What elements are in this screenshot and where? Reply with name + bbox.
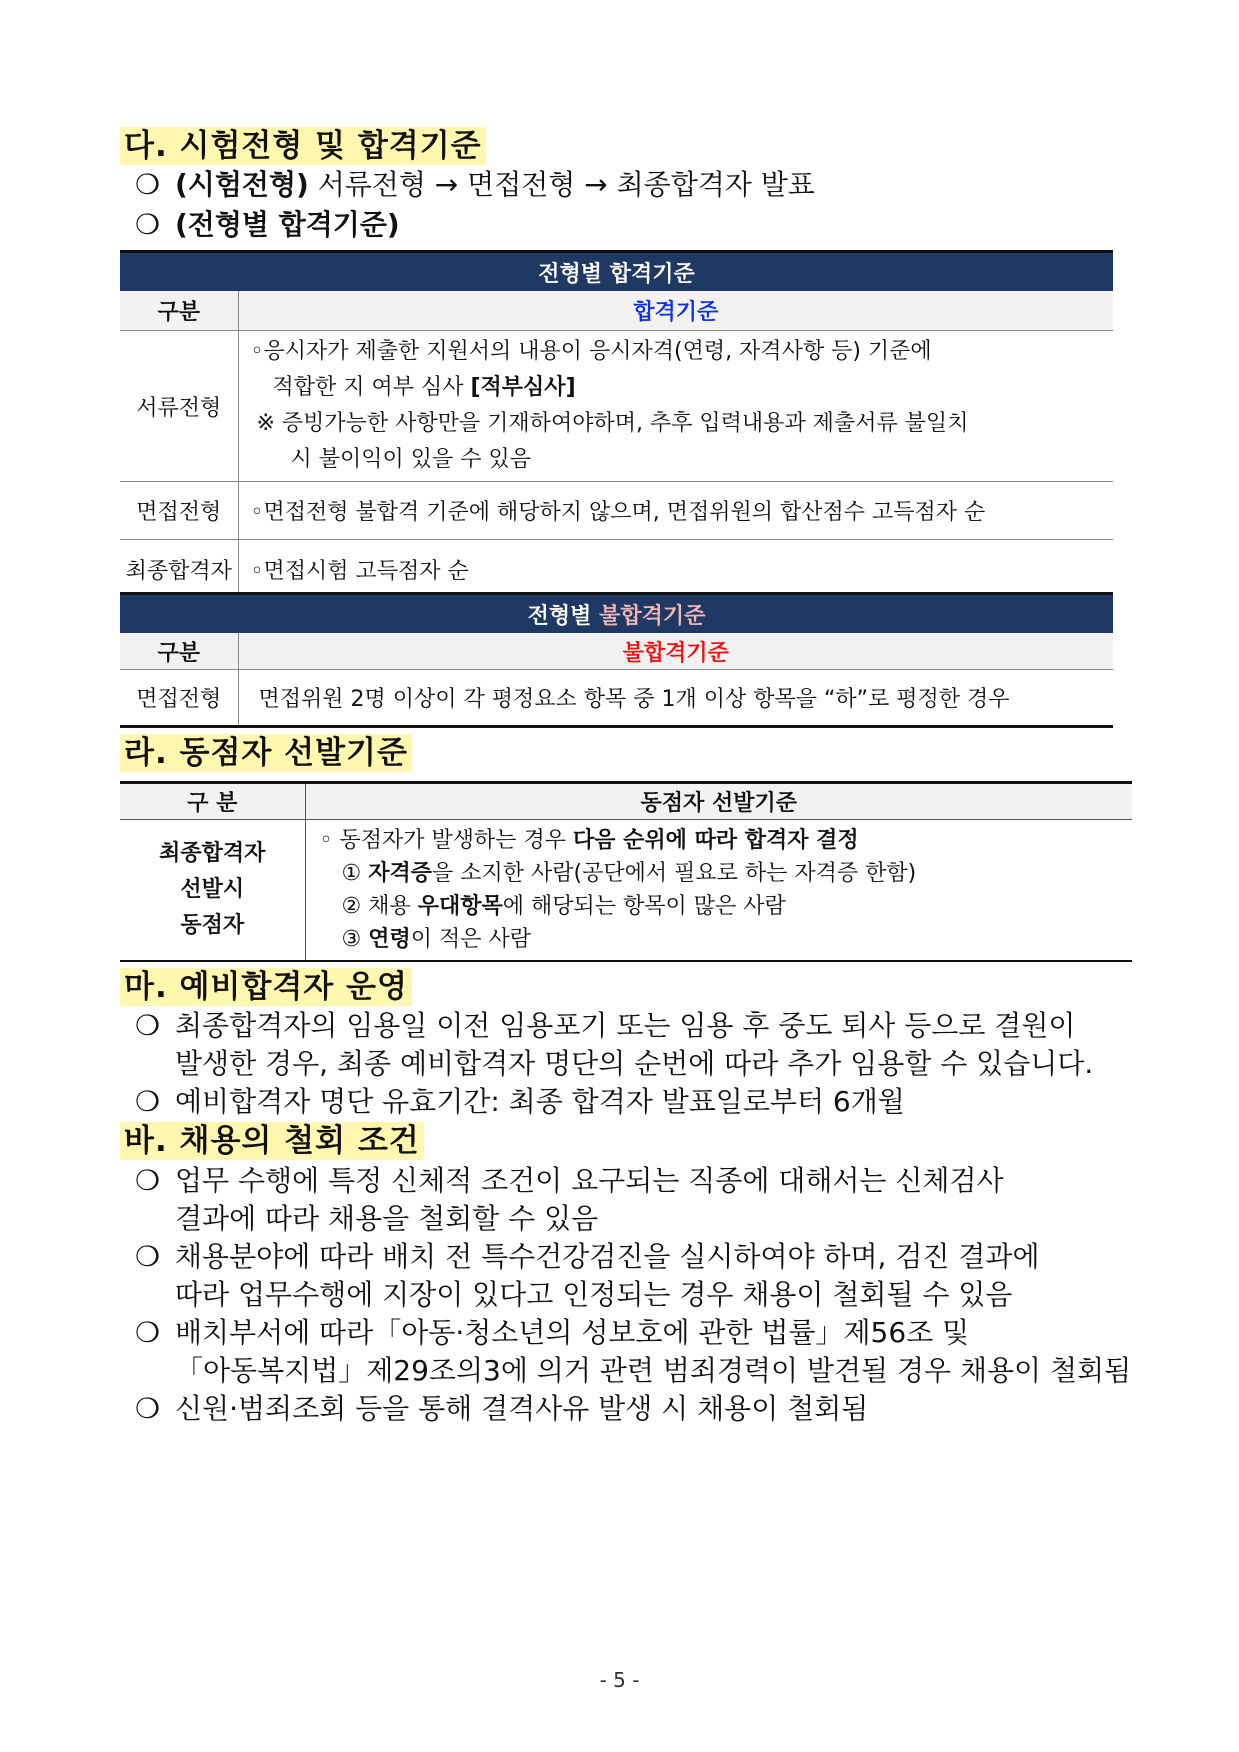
bullet-icon: ❍ [135, 1164, 161, 1197]
section-title-ba: 바. 채용의 철회 조건 [120, 1122, 424, 1160]
section-title-ma: 마. 예비합격자 운영 [120, 968, 412, 1006]
bullet-exam-process: ❍ (시험전형) 서류전형 → 면접전형 → 최종합격자 발표 [135, 166, 815, 204]
pass-criteria-table [120, 250, 1113, 598]
section-title-da: 다. 시험전형 및 합격기준 [120, 127, 486, 165]
bullet-pass-criteria: ❍ (전형별 합격기준) [135, 206, 400, 244]
table-title-row: 전형별 합격기준 [120, 252, 1113, 292]
table-row: 면접전형 ◦면접전형 불합격 기준에 해당하지 않으며, 면접위원의 합산점수 고득점자 순 [120, 482, 1113, 540]
table-row: 면접전형 면접위원 2명 이상이 각 평정요소 항목 중 1개 이상 항목을 “하”로 평정한 경우 [120, 670, 1113, 727]
tie-criteria-table [120, 781, 1132, 962]
bullet-icon: ❍ [135, 1009, 161, 1042]
table-header-row: 구 분 동점자 선발기준 [120, 783, 1132, 820]
bullet-icon: ❍ [135, 208, 161, 241]
table-row: 최종합격자 ◦면접시험 고득점자 순 [120, 540, 1113, 599]
page-number: - 5 - [599, 1668, 640, 1692]
bullet-reserve-2: ❍ 예비합격자 명단 유효기간: 최종 합격자 발표일로부터 6개월 [135, 1083, 905, 1121]
bullet-icon: ❍ [135, 1240, 161, 1273]
table-row: 서류전형 ◦응시자가 제출한 지원서의 내용이 응시자격(연령, 자격사항 등) 기준에 적합한 지 여부 심사 [적부심사] ※ 증빙가능한 사항만을 기재하여야하며, 추후 입력내용과 제출서류 불일치 시 불이익이 있을 수 있음 [120, 331, 1113, 482]
fail-criteria-table [120, 592, 1113, 728]
bullet-revoke-2: ❍ 채용분야에 따라 배치 전 특수건강검진을 실시하여야 하며, 검진 결과에 따라 업무수행에 지장이 있다고 인정되는 경우 채용이 철회될 수 있음 [135, 1240, 1040, 1311]
table-header-row: 구분 합격기준 [120, 291, 1113, 331]
bullet-revoke-4: ❍ 신원·범죄조회 등을 통해 결격사유 발생 시 채용이 철회됨 [135, 1390, 868, 1428]
bullet-icon: ❍ [135, 1316, 161, 1349]
table-title-row: 전형별 불합격기준 [120, 594, 1113, 634]
table-header-row: 구분 불합격기준 [120, 633, 1113, 670]
section-title-ra: 라. 동점자 선발기준 [120, 734, 412, 772]
bullet-revoke-1: ❍ 업무 수행에 특정 신체적 조건이 요구되는 직종에 대해서는 신체검사 결과에 따라 채용을 철회할 수 있음 [135, 1164, 1004, 1235]
table-row: 최종합격자 선발시 동점자 ◦ 동점자가 발생하는 경우 다음 순위에 따라 합격자 결정 ① 자격증을 소지한 사람(공단에서 필요로 하는 자격증 한함) ② 채용 우대항목에 해당되는 항목이 많은 사람 ③ 연령이 적은 사람 [120, 820, 1132, 962]
bullet-reserve-1: ❍ 최종합격자의 임용일 이전 임용포기 또는 임용 후 중도 퇴사 등으로 결원이 발생한 경우, 최종 예비합격자 명단의 순번에 따라 추가 임용할 수 있습니다. [135, 1009, 1094, 1080]
bullet-icon: ❍ [135, 168, 161, 201]
bullet-icon: ❍ [135, 1085, 161, 1118]
bullet-icon: ❍ [135, 1392, 161, 1425]
bullet-revoke-3: ❍ 배치부서에 따라「아동·청소년의 성보호에 관한 법률」제56조 및 「아동복지법」제29조의3에 의거 관련 범죄경력이 발견될 경우 채용이 철회됨 [135, 1316, 1132, 1387]
